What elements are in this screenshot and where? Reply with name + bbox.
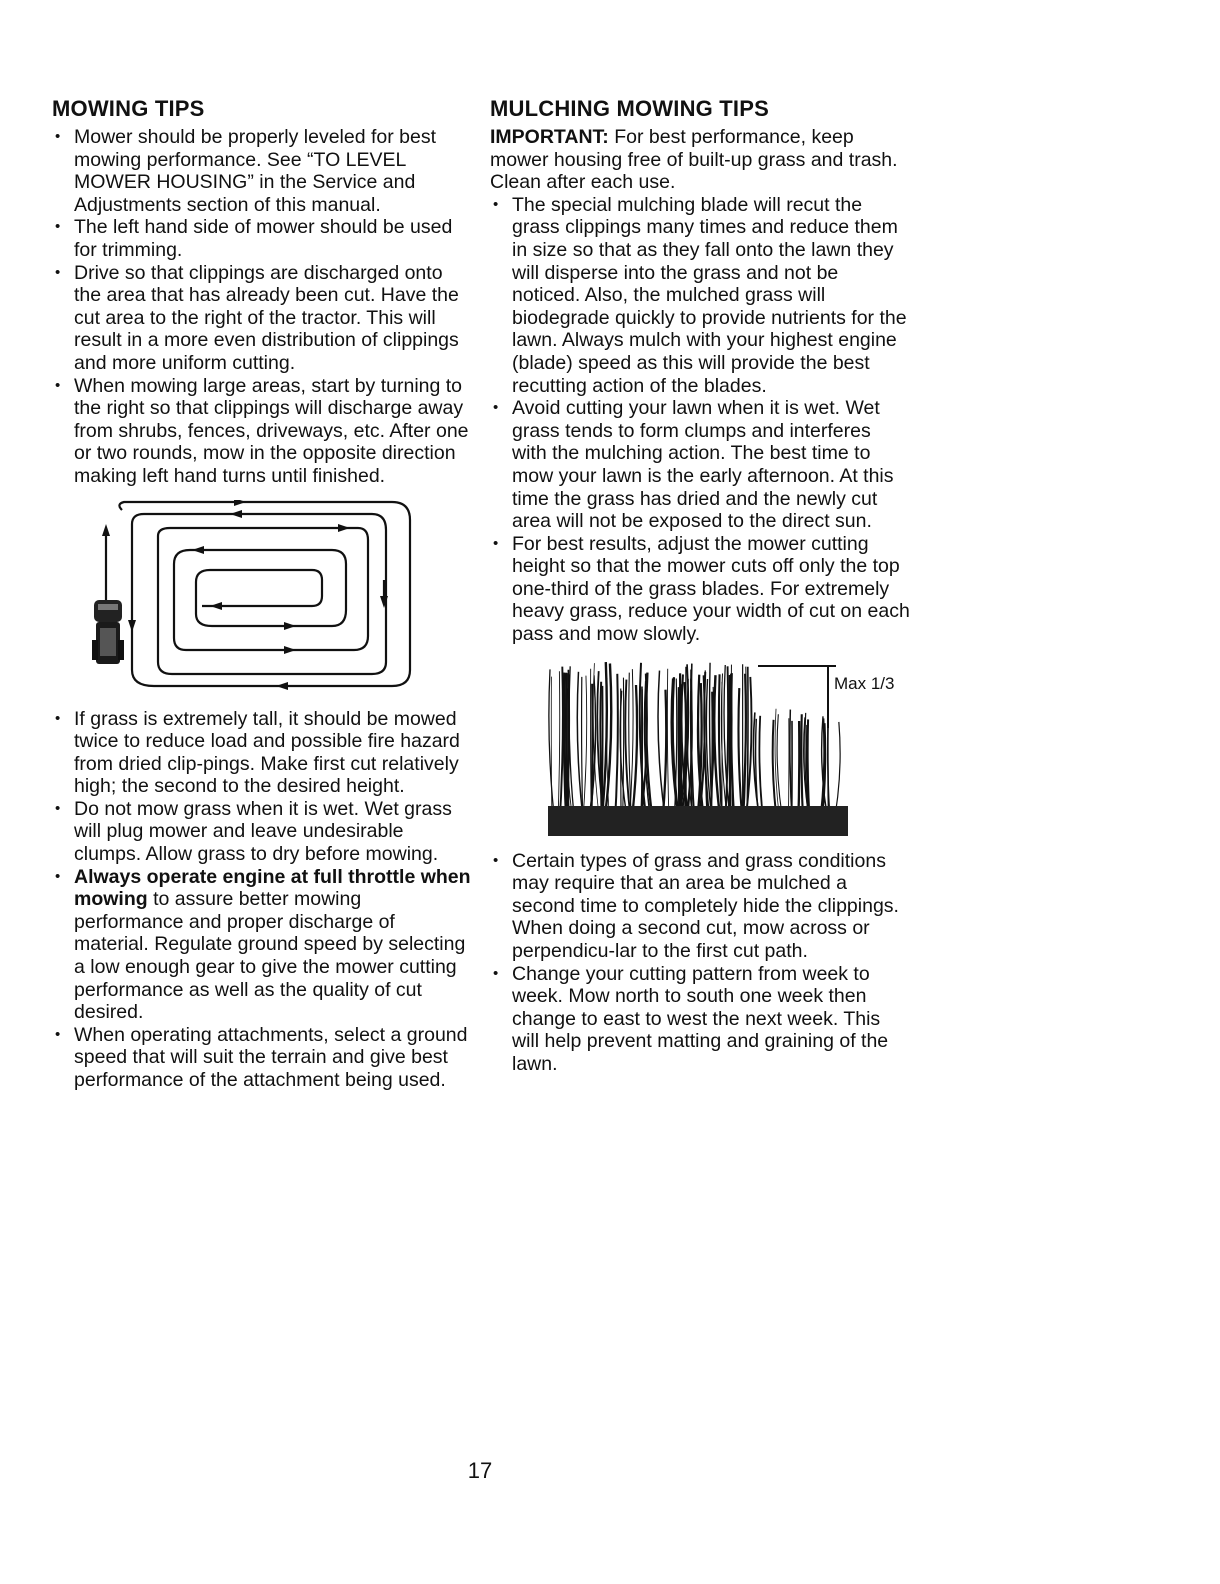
throttle-warning-bold: Always operate engine at full throttle when mowing: [74, 865, 471, 911]
list-item: • When mowing large areas, start by turning to the right so that clippings will discharge away from shrubs, fences, driveways, etc. After one or two rounds, mow in the opposite direction making left hand turns until finished.: [52, 375, 472, 488]
mulching-tips-list-b: [490, 850, 910, 1076]
important-note: [490, 126, 910, 194]
mowing-tips-section: [52, 96, 472, 1092]
tractor-icon: [92, 600, 124, 664]
mulching-tips-list-a: [490, 194, 910, 646]
max-cut-label: Max 1/3: [834, 673, 895, 693]
mowing-tips-list-a: [52, 126, 472, 488]
list-item: • The left hand side of mower should be used for trimming.: [52, 216, 472, 261]
list-item: [52, 866, 472, 1024]
grass-height-figure: [548, 656, 908, 836]
list-item: • Avoid cutting your lawn when it is wet. Wet grass tends to form clumps and interferes with the mulching action. The best time to mow your lawn is the early afternoon. At this time the grass has dried and the newly cut area will not be exposed to the direct sun.: [490, 397, 910, 533]
important-label: IMPORTANT:: [490, 126, 609, 148]
list-item: • When operating attachments, select a ground speed that will suit the terrain and give best performance of the attachment being used.: [52, 1024, 472, 1092]
mowing-pattern-diagram: [92, 500, 422, 696]
list-item: • For best results, adjust the mower cutting height so that the mower cuts off only the top one-third of the grass blades. For extremely heavy grass, reduce your width of cut on each pass and mow slowly.: [490, 533, 910, 646]
mulching-tips-heading: MULCHING MOWING TIPS: [490, 96, 769, 121]
list-item: • If grass is extremely tall, it should be mowed twice to reduce load and possible fire hazard from dried clip-pings. Make first cut relatively high; the second to the desired height.: [52, 708, 472, 798]
list-item: • Do not mow grass when it is wet. Wet grass will plug mower and leave undesirable clumps. Allow grass to dry before mowing.: [52, 798, 472, 866]
list-item: • Certain types of grass and grass conditions may require that an area be mulched a second time to completely hide the clippings. When doing a second cut, mow across or perpendicu-lar to the first cut path.: [490, 850, 910, 963]
list-item: • Drive so that clippings are discharged onto the area that has already been cut. Have the cut area to the right of the tractor. This will result in a more even distribution of clippings and more uniform cutting.: [52, 262, 472, 375]
list-item: • Change your cutting pattern from week to week. Mow north to south one week then change to east to west the next week. This will help prevent matting and graining of the lawn.: [490, 963, 910, 1076]
mowing-tips-list-b: [52, 708, 472, 1092]
mulching-tips-section: [490, 96, 910, 1076]
throttle-warning-text: to assure better mowing performance and proper discharge of material. Regulate ground speed by selecting a low enough gear to give the mower cutting performance as well as the quality of cut desired.: [74, 888, 466, 1024]
page-number: 17: [467, 1458, 493, 1483]
important-text: For best performance, keep mower housing free of built-up grass and trash. Clean after each use.: [490, 126, 898, 194]
cut-height-bracket: [548, 656, 848, 836]
list-item: • Mower should be properly leveled for best mowing performance. See “TO LEVEL MOWER HOUSING” in the Service and Adjustments section of this manual.: [52, 126, 472, 216]
list-item: • The special mulching blade will recut the grass clippings many times and reduce them in size so that as they fall onto the lawn they will disperse into the grass and not be noticed. Also, the mulched grass will biodegrade quickly to provide nutrients for the lawn. Always mulch with your highest engine (blade) speed as this will provide the best recutting action of the blades.: [490, 194, 910, 397]
mowing-tips-heading: MOWING TIPS: [52, 96, 205, 121]
